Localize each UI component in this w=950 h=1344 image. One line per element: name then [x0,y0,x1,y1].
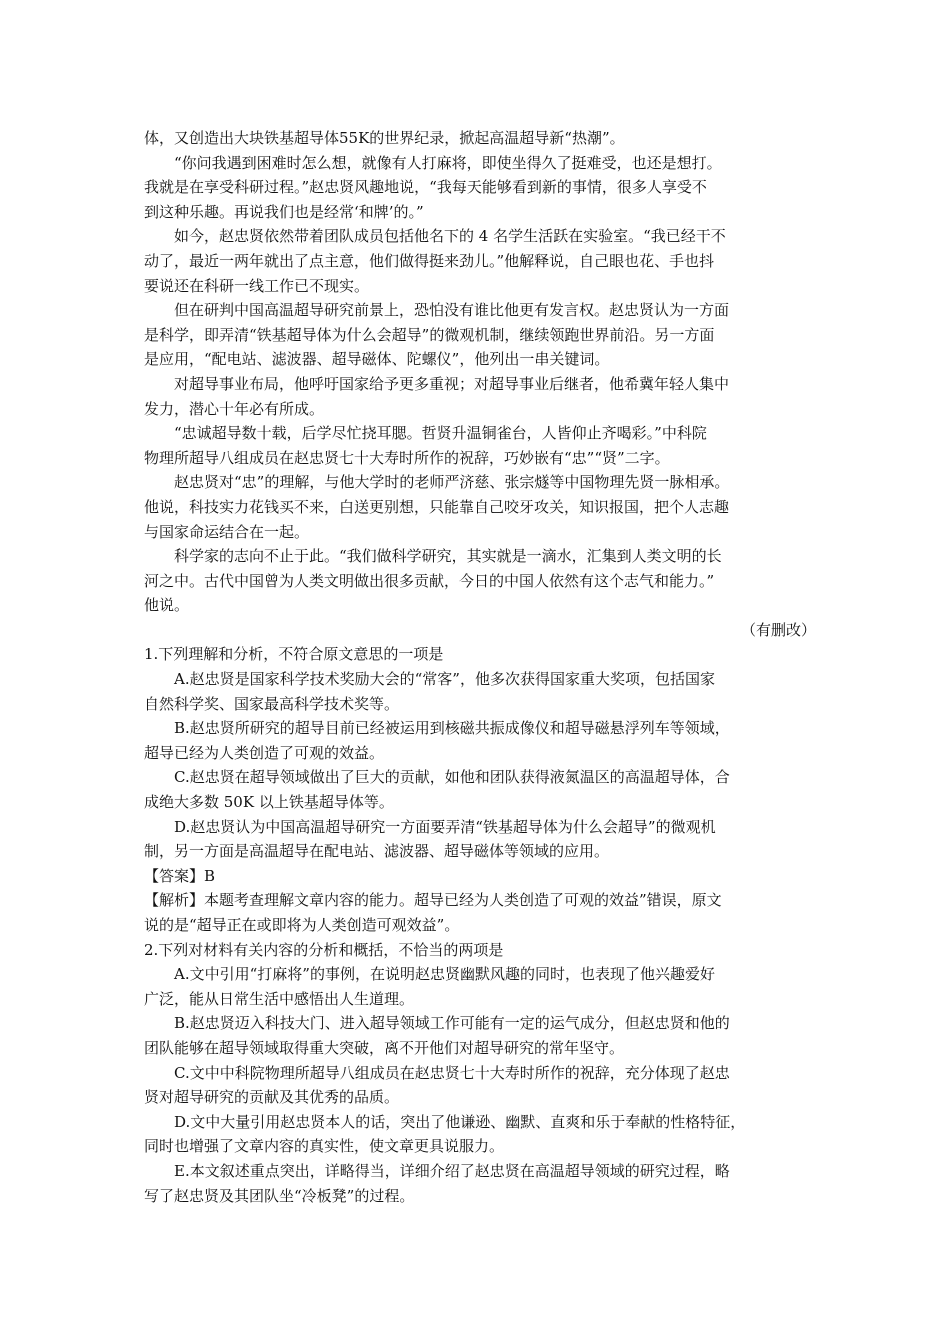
option-b: B.赵忠贤所研究的超导目前已经被运用到核磁共振成像仪和超导磁悬浮列车等领域， [174,719,730,738]
paragraph-line: 但在研判中国高温超导研究前景上，恐怕没有谁比他更有发言权。赵忠贤认为一方面 [174,301,730,320]
paragraph-line: 要说还在科研一线工作已不现实。 [144,276,370,295]
option-d: D.文中大量引用赵忠贤本人的话，突出了他谦逊、幽默、直爽和乐于奉献的性格特征， [174,1112,746,1131]
answer-line: 【答案】B [144,866,216,885]
document-page [144,126,824,1208]
paragraph-line: 物理所超导八组成员在赵忠贤七十大寿时所作的祝辞，巧妙嵌有“忠”“贤”二字。 [144,448,670,467]
option-b-cont: 团队能够在超导领域取得重大突破，离不开他们对超导研究的常年坚守。 [144,1038,625,1057]
option-b-cont: 超导已经为人类创造了可观的效益。 [144,743,385,762]
option-a-cont: 广泛，能从日常生活中感悟出人生道理。 [144,989,415,1008]
option-d-cont: 制，另一方面是高温超导在配电站、滤波器、超导磁体等领域的应用。 [144,842,610,861]
option-d: D.赵忠贤认为中国高温超导研究一方面要弄清“铁基超导体为什么会超导”的微观机 [174,817,716,836]
paragraph-line: 是科学，即弄清“铁基超导体为什么会超导”的微观机制，继续领跑世界前沿。另一方面 [144,325,715,344]
paragraph-line: 对超导事业布局，他呼吁国家给予更多重视；对超导事业后继者，他希冀年轻人集中 [174,374,730,393]
analysis-line: 【解析】本题考查理解文章内容的能力。超导已经为人类创造了可观的效益”错误，原文 [144,891,722,910]
paragraph-line: 河之中。古代中国曾为人类文明做出很多贡献，今日的中国人依然有这个志气和能力。” [144,571,715,590]
question-1 [144,642,824,937]
passage [144,126,824,642]
analysis-line: 说的是“超导正在或即将为人类创造可观效益”。 [144,916,460,934]
paragraph-line: 如今，赵忠贤依然带着团队成员包括他名下的 4 名学生活跃在实验室。“我已经干不 [174,227,726,246]
paragraph-line: 他说。 [144,596,190,615]
paragraph-line: 体，又创造出大块铁基超导体55K的世界纪录，掀起高温超导新“热潮”。 [144,129,625,147]
option-e: E.本文叙述重点突出，详略得当，详细介绍了赵忠贤在高温超导领域的研究过程，略 [174,1161,730,1180]
paragraph-line: 赵忠贤对“忠”的理解，与他大学时的老师严济慈、张宗燧等中国物理先贤一脉相承。 [174,473,730,492]
option-b: B.赵忠贤迈入科技大门、进入超导领域工作可能有一定的运气成分，但赵忠贤和他的 [174,1014,730,1033]
question-2 [144,938,824,1209]
option-c-cont: 成绝大多数 50K 以上铁基超导体等。 [144,793,394,812]
source-note: （有删改） [740,620,816,639]
option-e-cont: 写了赵忠贤及其团队坐“冷板凳”的过程。 [144,1186,415,1205]
paragraph-line: 科学家的志向不止于此。“我们做科学研究，其实就是一滴水，汇集到人类文明的长 [174,547,722,566]
question-stem: 1.下列理解和分析，不符合原文意思的一项是 [144,645,444,664]
paragraph-line: 是应用，“配电站、滤波器、超导磁体、陀螺仪”，他列出一串关键词。 [144,350,610,369]
option-c-cont: 贤对超导研究的贡献及其优秀的品质。 [144,1088,400,1107]
paragraph-line: 动了，最近一两年就出了点主意，他们做得挺来劲儿。”他解释说，自己眼也花、手也抖 [144,251,715,270]
paragraph-line: 他说，科技实力花钱买不来，白送更别想，只能靠自己咬牙攻关，知识报国，把个人志趣 [144,497,730,516]
paragraph-line: 与国家命运结合在一起。 [144,522,310,541]
option-a: A.文中引用“打麻将”的事例，在说明赵忠贤幽默风趣的同时，也表现了他兴趣爱好 [174,965,715,984]
option-c: C.赵忠贤在超导领域做出了巨大的贡献，如他和团队获得液氮温区的高温超导体，合 [174,768,730,787]
option-a: A.赵忠贤是国家科学技术奖励大会的“常客”，他多次获得国家重大奖项，包括国家 [174,670,715,689]
paragraph-line: “你问我遇到困难时怎么想，就像有人打麻将，即使坐得久了挺难受，也还是想打。 [174,153,722,172]
option-d-cont: 同时也增强了文章内容的真实性，使文章更具说服力。 [144,1137,505,1156]
paragraph-line: 我就是在享受科研过程。”赵忠贤风趣地说，“我每天能够看到新的事情，很多人享受不 [144,178,707,197]
question-stem: 2.下列对材料有关内容的分析和概括，不恰当的两项是 [144,940,504,959]
paragraph-line: 到这种乐趣。再说我们也是经常‘和牌’的。” [144,202,424,221]
paragraph-line: “忠诚超导数十载，后学尽忙挠耳腮。哲贤升温铜雀台，人皆仰止齐喝彩。”中科院 [174,424,707,443]
paragraph-line: 发力，潜心十年必有所成。 [144,399,325,418]
option-a-cont: 自然科学奖、国家最高科学技术奖等。 [144,694,400,713]
option-c: C.文中中科院物理所超导八组成员在赵忠贤七十大寿时所作的祝辞，充分体现了赵忠 [174,1063,730,1082]
